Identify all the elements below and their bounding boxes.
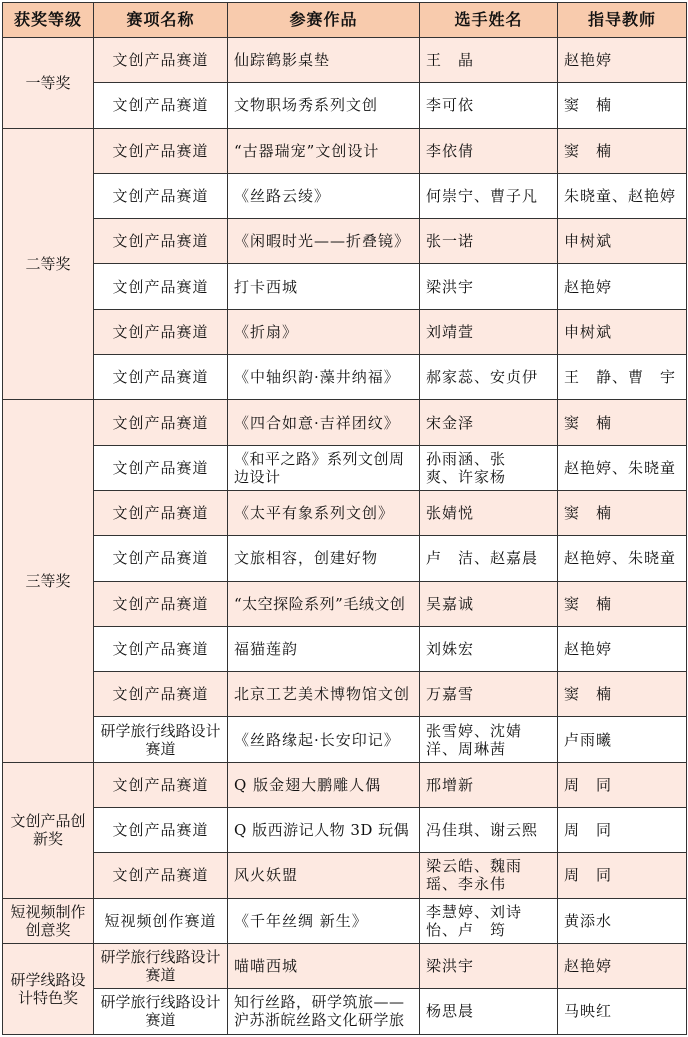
player-cell: 李慧婷、刘诗怡、卢 筠 — [420, 898, 558, 943]
table-row — [3, 581, 687, 626]
table-row — [3, 173, 687, 218]
award-grade-cell: 一等奖 — [3, 38, 94, 129]
player-cell: 邢增新 — [420, 762, 558, 807]
header-row — [3, 3, 687, 38]
header-player: 选手姓名 — [420, 3, 558, 38]
work-cell: 《丝路云绫》 — [228, 173, 420, 218]
track-cell: 文创产品赛道 — [94, 672, 228, 717]
teacher-cell: 周 同 — [558, 808, 687, 853]
header-work: 参赛作品 — [228, 3, 420, 38]
teacher-cell: 申树斌 — [558, 309, 687, 354]
work-cell: 《丝路缘起·长安印记》 — [228, 717, 420, 762]
award-grade-cell: 研学线路设计特色奖 — [3, 943, 94, 1034]
player-cell: 郝家蕊、安贞伊 — [420, 355, 558, 400]
track-cell: 文创产品赛道 — [94, 83, 228, 128]
award-grade-cell: 三等奖 — [3, 400, 94, 762]
track-cell: 文创产品赛道 — [94, 762, 228, 807]
table-row — [3, 219, 687, 264]
track-cell: 文创产品赛道 — [94, 128, 228, 173]
track-cell: 文创产品赛道 — [94, 626, 228, 671]
table-row — [3, 672, 687, 717]
player-cell: 梁洪宇 — [420, 943, 558, 988]
table-row — [3, 490, 687, 535]
track-cell: 研学旅行线路设计赛道 — [94, 717, 228, 762]
table-row — [3, 536, 687, 581]
track-cell: 研学旅行线路设计赛道 — [94, 943, 228, 988]
player-cell: 杨思晨 — [420, 989, 558, 1034]
work-cell: Q 版西游记人物 3D 玩偶 — [228, 808, 420, 853]
work-cell: “古器瑞宠”文创设计 — [228, 128, 420, 173]
track-cell: 研学旅行线路设计赛道 — [94, 989, 228, 1034]
player-cell: 李可依 — [420, 83, 558, 128]
teacher-cell: 赵艳婷、朱晓童 — [558, 536, 687, 581]
player-cell: 梁洪宇 — [420, 264, 558, 309]
player-cell: 万嘉雪 — [420, 672, 558, 717]
player-cell: 吴嘉诚 — [420, 581, 558, 626]
teacher-cell: 申树斌 — [558, 219, 687, 264]
player-cell: 刘靖萱 — [420, 309, 558, 354]
work-cell: 《和平之路》系列文创周边设计 — [228, 445, 420, 490]
header-grade: 获奖等级 — [3, 3, 94, 38]
teacher-cell: 窦 楠 — [558, 83, 687, 128]
player-cell: 冯佳琪、谢云熙 — [420, 808, 558, 853]
teacher-cell: 窦 楠 — [558, 400, 687, 445]
player-cell: 卢 洁、赵嘉晨 — [420, 536, 558, 581]
teacher-cell: 王 静、曹 宇 — [558, 355, 687, 400]
teacher-cell: 黄添水 — [558, 898, 687, 943]
work-cell: 福猫莲韵 — [228, 626, 420, 671]
award-grade-cell: 二等奖 — [3, 128, 94, 400]
award-grade-cell: 文创产品创新奖 — [3, 762, 94, 898]
header-track: 赛项名称 — [94, 3, 228, 38]
teacher-cell: 赵艳婷、朱晓童 — [558, 445, 687, 490]
table-row — [3, 898, 687, 943]
teacher-cell: 周 同 — [558, 853, 687, 898]
work-cell: 《闲暇时光——折叠镜》 — [228, 219, 420, 264]
table-row — [3, 762, 687, 807]
track-cell: 文创产品赛道 — [94, 400, 228, 445]
teacher-cell: 窦 楠 — [558, 128, 687, 173]
table-row — [3, 626, 687, 671]
work-cell: 《太平有象系列文创》 — [228, 490, 420, 535]
table-row — [3, 853, 687, 898]
track-cell: 文创产品赛道 — [94, 490, 228, 535]
table-row — [3, 309, 687, 354]
work-cell: 打卡西城 — [228, 264, 420, 309]
track-cell: 文创产品赛道 — [94, 38, 228, 83]
player-cell: 孙雨涵、张 爽、许家杨 — [420, 445, 558, 490]
teacher-cell: 朱晓童、赵艳婷 — [558, 173, 687, 218]
work-cell: 北京工艺美术博物馆文创 — [228, 672, 420, 717]
work-cell: 《千年丝绸 新生》 — [228, 898, 420, 943]
work-cell: 文物职场秀系列文创 — [228, 83, 420, 128]
track-cell: 文创产品赛道 — [94, 445, 228, 490]
table-row — [3, 717, 687, 762]
work-cell: 《折扇》 — [228, 309, 420, 354]
player-cell: 宋金泽 — [420, 400, 558, 445]
teacher-cell: 赵艳婷 — [558, 943, 687, 988]
track-cell: 文创产品赛道 — [94, 808, 228, 853]
player-cell: 张婧悦 — [420, 490, 558, 535]
player-cell: 何崇宁、曹子凡 — [420, 173, 558, 218]
track-cell: 文创产品赛道 — [94, 853, 228, 898]
table-body — [3, 38, 687, 1035]
work-cell: 喵喵西城 — [228, 943, 420, 988]
table-row — [3, 264, 687, 309]
table-row — [3, 445, 687, 490]
teacher-cell: 窦 楠 — [558, 672, 687, 717]
player-cell: 刘姝宏 — [420, 626, 558, 671]
player-cell: 张一诺 — [420, 219, 558, 264]
work-cell: 风火妖盟 — [228, 853, 420, 898]
player-cell: 王 晶 — [420, 38, 558, 83]
work-cell: 《中轴织韵·藻井纳福》 — [228, 355, 420, 400]
award-grade-cell: 短视频制作创意奖 — [3, 898, 94, 943]
work-cell: 《四合如意·吉祥团纹》 — [228, 400, 420, 445]
work-cell: 知行丝路，研学筑旅——沪苏浙皖丝路文化研学旅 — [228, 989, 420, 1034]
table-row — [3, 38, 687, 83]
work-cell: 仙踪鹤影桌垫 — [228, 38, 420, 83]
header-teacher: 指导教师 — [558, 3, 687, 38]
track-cell: 文创产品赛道 — [94, 581, 228, 626]
teacher-cell: 马映红 — [558, 989, 687, 1034]
track-cell: 文创产品赛道 — [94, 355, 228, 400]
track-cell: 文创产品赛道 — [94, 173, 228, 218]
track-cell: 短视频创作赛道 — [94, 898, 228, 943]
player-cell: 梁云皓、魏雨瑶、李永伟 — [420, 853, 558, 898]
track-cell: 文创产品赛道 — [94, 309, 228, 354]
table-row — [3, 808, 687, 853]
awards-table — [2, 2, 687, 1035]
teacher-cell: 赵艳婷 — [558, 626, 687, 671]
table-row — [3, 989, 687, 1034]
track-cell: 文创产品赛道 — [94, 219, 228, 264]
table-row — [3, 355, 687, 400]
track-cell: 文创产品赛道 — [94, 264, 228, 309]
teacher-cell: 窦 楠 — [558, 581, 687, 626]
work-cell: 文旅相容，创建好物 — [228, 536, 420, 581]
table-row — [3, 128, 687, 173]
teacher-cell: 周 同 — [558, 762, 687, 807]
table-row — [3, 83, 687, 128]
table-row — [3, 400, 687, 445]
track-cell: 文创产品赛道 — [94, 536, 228, 581]
table-row — [3, 943, 687, 988]
player-cell: 李依倩 — [420, 128, 558, 173]
teacher-cell: 赵艳婷 — [558, 264, 687, 309]
player-cell: 张雪婷、沈婧洋、周琳茜 — [420, 717, 558, 762]
teacher-cell: 窦 楠 — [558, 490, 687, 535]
work-cell: Q 版金翅大鹏雕人偶 — [228, 762, 420, 807]
teacher-cell: 赵艳婷 — [558, 38, 687, 83]
work-cell: “太空探险系列”毛绒文创 — [228, 581, 420, 626]
teacher-cell: 卢雨曦 — [558, 717, 687, 762]
